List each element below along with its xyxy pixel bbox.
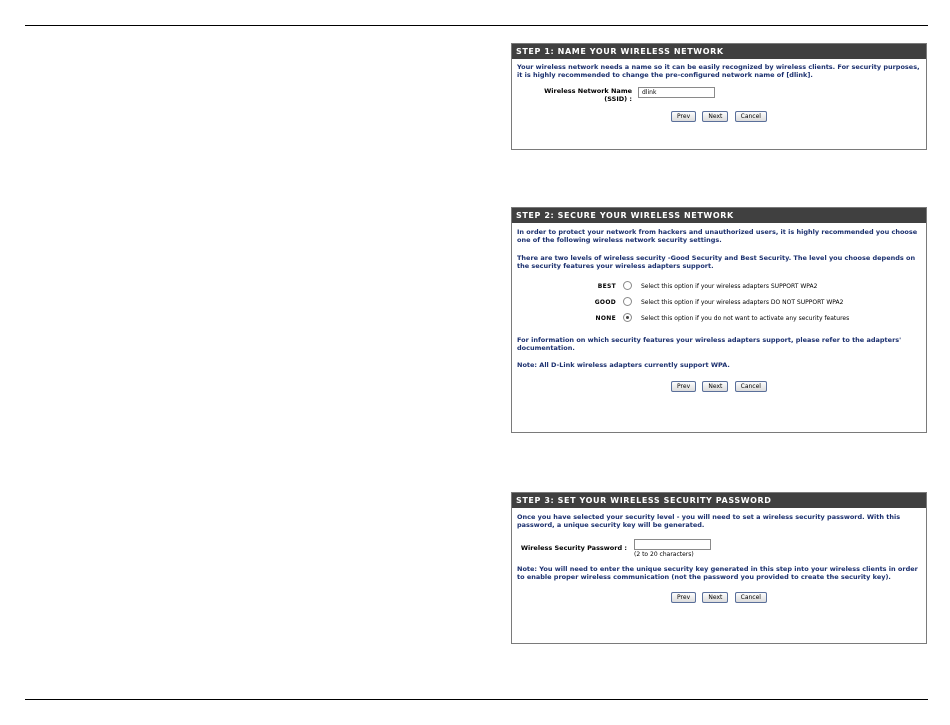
step2-info: For information on which security features your wireless adapters support, please refer to the adapters' documentation. [517, 335, 902, 353]
bottom-divider [25, 699, 928, 700]
step3-buttons [517, 592, 921, 606]
step1-panel [511, 43, 927, 150]
step2-title: STEP 2: SECURE YOUR WIRELESS NETWORK [512, 208, 926, 223]
step2-body [512, 223, 926, 395]
ssid-row [517, 87, 921, 109]
option-none-radio[interactable] [623, 313, 632, 322]
option-best-radio[interactable] [623, 281, 632, 290]
step2-buttons [517, 381, 921, 395]
option-best-label: BEST [597, 282, 616, 290]
step2-cancel-button[interactable]: Cancel [735, 381, 767, 392]
option-none-text: Select this option if you do not want to activate any security features [641, 314, 850, 322]
security-option-good[interactable] [517, 296, 921, 312]
step3-note: Note: You will need to enter the unique security key generated in this step into your wireless clients in order to enable proper wireless communication (not the password you provided to create the security key). [517, 564, 918, 582]
password-label: Wireless Security Password : [520, 543, 627, 552]
step1-title: STEP 1: NAME YOUR WIRELESS NETWORK [512, 44, 926, 59]
password-row [517, 539, 921, 565]
step3-prev-button[interactable]: Prev [671, 592, 696, 603]
step2-intro2: There are two levels of wireless security -Good Security and Best Security. The level you choose depends on the security features your wireless adapters support. [517, 253, 916, 271]
step3-cancel-button[interactable]: Cancel [735, 592, 767, 603]
step1-body [512, 59, 926, 125]
step3-intro: Once you have selected your security level - you will need to set a wireless security password. With this password, a unique security key will be generated. [517, 513, 901, 530]
option-good-label: GOOD [594, 298, 616, 306]
step1-prev-button[interactable]: Prev [671, 111, 696, 122]
step1-description: Your wireless network needs a name so it can be easily recognized by wireless clients. For security purposes, it is highly recommended to change the pre-configured network name of [dlink]. [517, 63, 920, 80]
step2-panel [511, 207, 927, 433]
ssid-label-line2: (SSID) : [604, 94, 632, 103]
step3-panel [511, 492, 927, 644]
step2-intro1: In order to protect your network from hackers and unauthorized users, it is highly recommended you choose one of the following wireless network security settings. [517, 228, 918, 245]
step1-buttons [517, 111, 921, 125]
option-good-radio[interactable] [623, 297, 632, 306]
security-option-best[interactable] [517, 280, 921, 296]
option-none-label: NONE [595, 314, 616, 322]
option-best-text: Select this option if your wireless adapters SUPPORT WPA2 [641, 282, 818, 290]
step2-next-button[interactable]: Next [702, 381, 728, 392]
password-input[interactable] [634, 539, 711, 550]
top-divider [25, 25, 928, 26]
option-good-text: Select this option if your wireless adapters DO NOT SUPPORT WPA2 [641, 298, 844, 306]
step1-cancel-button[interactable]: Cancel [735, 111, 767, 122]
step3-body [512, 508, 926, 606]
security-option-none[interactable] [517, 312, 921, 328]
step2-note: Note: All D-Link wireless adapters currently support WPA. [517, 361, 730, 370]
ssid-label [517, 87, 632, 103]
step3-title: STEP 3: SET YOUR WIRELESS SECURITY PASSWORD [512, 493, 926, 508]
ssid-label-line1: Wireless Network Name [544, 86, 632, 95]
step1-next-button[interactable]: Next [702, 111, 728, 122]
password-hint: (2 to 20 characters) [634, 550, 694, 558]
ssid-input[interactable]: dlink [638, 87, 715, 98]
step3-next-button[interactable]: Next [702, 592, 728, 603]
step2-prev-button[interactable]: Prev [671, 381, 696, 392]
